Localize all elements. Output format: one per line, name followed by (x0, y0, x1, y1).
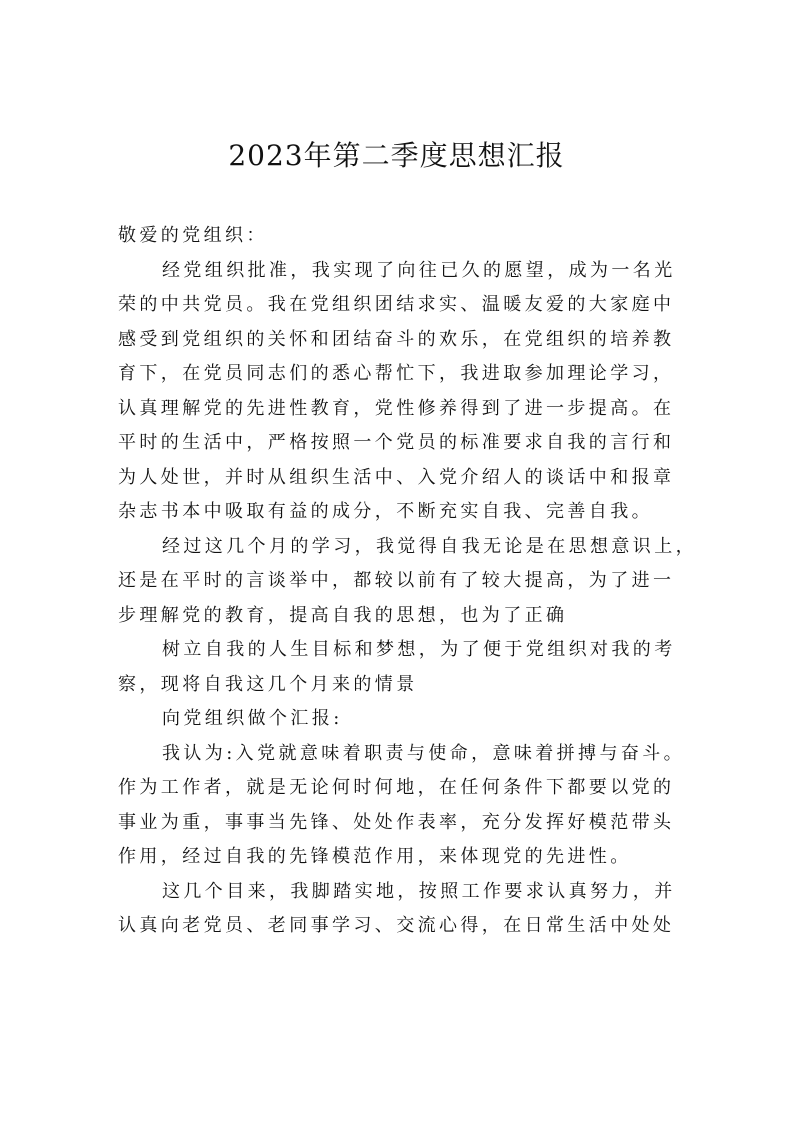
text-line: 荣的中共党员。我在党组织团结求实、温暖友爱的大家庭中 (118, 294, 675, 315)
document-body (118, 219, 698, 944)
text-line: 我认为:入党就意味着职责与使命，意味着拼搏与奋斗。 (162, 742, 686, 764)
document-title: 2023年第二季度思想汇报 (228, 139, 565, 172)
text-line: 察，现将自我这几个月来的情景 (118, 673, 418, 695)
text-line: 平时的生活中，严格按照一个党员的标准要求自我的言行和 (118, 432, 675, 453)
text-line: 认真向老党员、老同事学习、交流心得，在日常生活中处处 (118, 915, 675, 936)
text-line: 作为工作者，就是无论何时何地，在任何条件下都要以党的 (118, 777, 675, 798)
text-line: 杂志书本中吸取有益的成分，不断充实自我、完善自我。 (118, 501, 653, 522)
text-line: 向党组织做个汇报: (162, 708, 343, 729)
text-line: 认真理解党的先进性教育，党性修养得到了进一步提高。在 (118, 397, 675, 419)
text-line: 经党组织批准，我实现了向往已久的愿望，成为一名光 (162, 259, 676, 281)
text-line: 育下，在党员同志们的悉心帮忙下，我进取参加理论学习， (118, 363, 675, 384)
text-line: 树立自我的人生目标和梦想，为了便于党组织对我的考 (162, 639, 676, 660)
text-line: 作用，经过自我的先锋模范作用，来体现党的先进性。 (118, 846, 632, 867)
text-line: 这几个目来，我脚踏实地，按照工作要求认真努力，并 (162, 880, 676, 902)
text-line: 为人处世，并时从组织生活中、入党介绍人的谈话中和报章 (118, 466, 675, 488)
text-line: 还是在平时的言谈举中，都较以前有了较大提高，为了进一 (118, 570, 675, 591)
text-line: 事业为重，事事当先锋、处处作表率，充分发挥好模范带头 (118, 811, 675, 833)
text-line: 经过这几个月的学习，我觉得自我无论是在思想意识上， (162, 535, 697, 557)
text-line: 感受到党组织的关怀和团结奋斗的欢乐，在党组织的培养教 (118, 328, 675, 350)
text-line: 敬爱的党组织： (118, 225, 268, 246)
text-line: 步理解党的教育，提高自我的思想，也为了正确 (118, 604, 568, 626)
